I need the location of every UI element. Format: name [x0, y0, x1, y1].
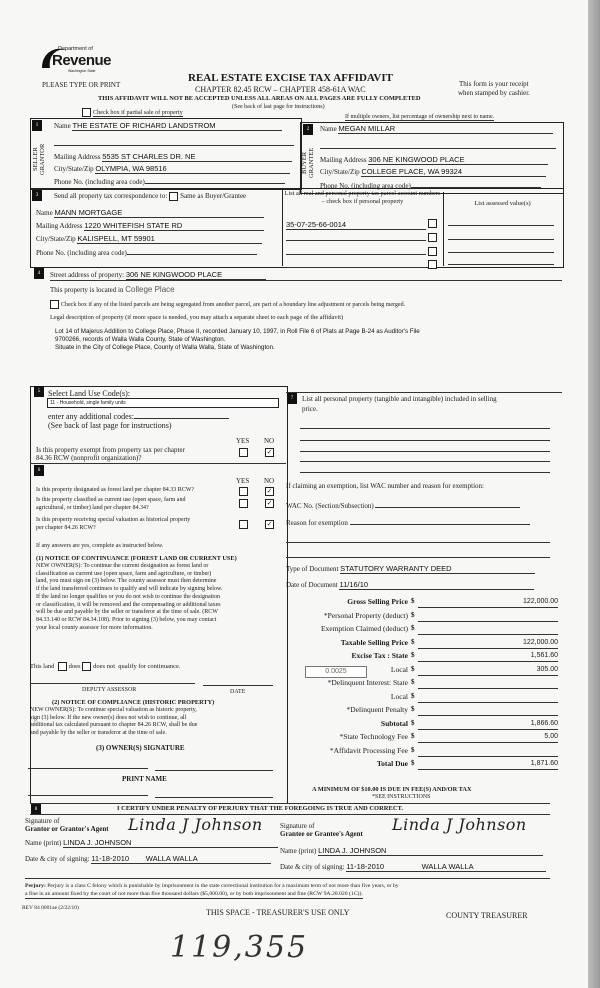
currency-symbol: $ [411, 610, 415, 619]
legal-description-line: Lot 14 of Majerus Addition to College Place, Phase II, recorded January 10, 1997, in Roll File 6 of Plats at Page B-24 as Auditor's File [55, 328, 420, 335]
owner-signature-line[interactable] [155, 770, 273, 771]
street-address-field[interactable]: 306 NE KINGWOOD PLACE [126, 270, 266, 280]
grantee-signature[interactable]: Linda J Johnson [392, 815, 527, 834]
logo-dept: Department of [58, 46, 93, 52]
personal-property-line[interactable] [300, 440, 550, 441]
notice-compliance-title: (2) NOTICE OF COMPLIANCE (HISTORIC PROPERTY) [52, 699, 215, 706]
buyer-name-label: Name [320, 125, 337, 133]
corr-address-label: Mailing Address [36, 222, 83, 230]
assessed-value-field[interactable] [448, 252, 554, 253]
reason-line[interactable] [286, 542, 550, 543]
reason-label: Reason for exemption [286, 519, 348, 527]
current-use-no-checkbox[interactable]: ✓ [266, 499, 273, 507]
deputy-assessor-label: DEPUTY ASSESSOR [82, 687, 137, 693]
amount-field[interactable]: 1,871.60 [418, 760, 558, 770]
corr-phone-label: Phone No. (including area code) [36, 249, 127, 257]
land-use-label: Select Land Use Code(s): [48, 389, 130, 398]
amount-field[interactable]: 5.00 [418, 733, 558, 743]
grantee-name-row [280, 846, 543, 856]
personal-property-line[interactable] [300, 428, 550, 429]
does-not-checkbox[interactable] [82, 662, 91, 671]
seller-name-line-2 [54, 145, 294, 146]
buyer-city-label: City/State/Zip [320, 168, 360, 176]
personal-property-checkbox[interactable] [428, 219, 437, 228]
no-header: NO [264, 477, 275, 485]
grantee-name-label: Name (print) [280, 847, 317, 855]
corr-city-row [36, 234, 262, 244]
additional-codes-field[interactable] [134, 410, 229, 419]
doc-type-row [286, 564, 535, 574]
if-yes-note: If any answers are yes, complete as instructed below. [36, 543, 164, 549]
same-as-buyer-checkbox[interactable] [169, 192, 178, 201]
grantor-name-field[interactable]: LINDA J. JOHNSON [63, 838, 278, 848]
section-number: 3 [32, 190, 42, 201]
deputy-signature-line[interactable] [30, 683, 195, 684]
reason-field[interactable] [350, 517, 530, 525]
form-warning: THIS AFFIDAVIT WILL NOT BE ACCEPTED UNLESS ALL AREAS ON ALL PAGES ARE FULLY COMPLETED [98, 95, 421, 102]
corr-address-row [36, 221, 264, 231]
located-city-field[interactable]: College Place [125, 285, 175, 294]
forest-yes-checkbox[interactable] [239, 487, 248, 496]
section-number: 7 [287, 393, 297, 404]
rule [25, 878, 550, 879]
personal-property-label: List all personal property (tangible and intangible) included in selling [302, 395, 497, 403]
amount-label: Subtotal [380, 718, 408, 728]
corr-name-label: Name [36, 209, 53, 217]
send-correspondence-label: Send all property tax correspondence to: [54, 192, 168, 201]
parcel-number-field[interactable] [286, 259, 426, 268]
buyer-city-row [320, 167, 546, 177]
seller-address-label: Mailing Address [54, 153, 101, 161]
exempt-question: Is this property exempt from property tax per chapter [36, 446, 185, 454]
amount-field[interactable] [418, 679, 558, 689]
buyer-name-line-2 [320, 148, 556, 149]
currency-symbol: $ [411, 718, 415, 727]
section-number: 5 [34, 386, 44, 397]
grantor-date-field[interactable]: 11-18-2010 [91, 854, 130, 863]
segregated-row [50, 300, 405, 309]
grantor-date-label: Date & city of signing: [25, 855, 90, 863]
historic-question-2: per chapter 84.26 RCW? [36, 525, 96, 531]
corr-name-row [36, 208, 264, 218]
seller-name-field[interactable]: THE ESTATE OF RICHARD LANDSTROM [72, 121, 282, 131]
grantor-name-label: Name (print) [25, 839, 62, 847]
section-number: 4 [34, 268, 44, 279]
segregated-checkbox[interactable] [50, 300, 59, 309]
exempt-no-checkbox[interactable]: ✓ [266, 448, 273, 456]
buyer-phone-label: Phone No. (including area code) [320, 182, 411, 190]
parcel-row [286, 255, 439, 273]
street-row [50, 270, 266, 280]
section-number: 6 [34, 465, 44, 476]
assessed-header: List assessed value(s) [474, 200, 531, 207]
amount-label: Local [390, 691, 408, 701]
grantee-date-label: Date & city of signing: [280, 863, 345, 871]
seller-address-field[interactable]: 5535 ST CHARLES DR. NE [102, 152, 292, 162]
local-rate-field[interactable]: 0.0025 [305, 666, 367, 678]
minimum-due-note: A MINIMUM OF $10.00 IS DUE IN FEE(S) AND/OR TAX [312, 786, 472, 793]
please-type-label: PLEASE TYPE OR PRINT [42, 81, 121, 89]
amount-field[interactable] [418, 747, 558, 757]
corr-phone-row [36, 247, 257, 257]
personal-property-checkbox[interactable] [428, 260, 437, 269]
seller-city-label: City/State/Zip [54, 165, 94, 173]
qualify-label: qualify for continuance. [118, 662, 181, 670]
section8-top-rule [30, 803, 550, 804]
certify-statement: I CERTIFY UNDER PENALTY OF PERJURY THAT THE FOREGOING IS TRUE AND CORRECT. [117, 805, 404, 812]
receipt-note-1: This form is your receipt [459, 80, 529, 88]
print-name-line[interactable] [155, 797, 273, 798]
currency-symbol: $ [411, 678, 415, 686]
rule [50, 280, 562, 281]
buyer-address-field[interactable]: 306 NE KINGWOOD PLACE [368, 155, 548, 165]
amount-label: Local [390, 664, 408, 674]
seller-address-row [54, 152, 292, 162]
reason-row [286, 517, 530, 527]
current-use-question-2: agricultural, or timber) land per chapter 84.34? [36, 505, 149, 511]
owner-signature-label: (3) OWNER(S) SIGNATURE [96, 744, 185, 752]
doc-type-field[interactable]: STATUTORY WARRANTY DEED [340, 564, 535, 574]
grantee-signature-label: Signature of [280, 822, 315, 830]
deputy-date-line[interactable] [203, 685, 273, 686]
parcel-number-field[interactable] [286, 246, 426, 255]
seller-phone-row [54, 176, 285, 186]
buyer-phone-field[interactable] [411, 180, 541, 188]
currency-symbol: $ [411, 651, 415, 659]
historic-yes-checkbox[interactable] [239, 520, 248, 529]
amount-label: *Delinquent Interest: State [327, 678, 408, 687]
buyer-name-row [320, 124, 553, 134]
grantee-city-field[interactable]: WALLA WALLA [421, 862, 474, 871]
currency-symbol: $ [411, 691, 415, 700]
seller-side-label: SELLER GRANTOR [32, 143, 46, 175]
amount-field[interactable]: 1,866.60 [418, 720, 558, 730]
amount-label: *Affidavit Processing Fee [329, 745, 408, 755]
currency-symbol: $ [411, 664, 415, 673]
scan-edge-shadow [588, 0, 600, 988]
corr-city-label: City/State/Zip [36, 235, 76, 243]
amount-label: Total Due [376, 759, 408, 768]
land-use-see-back: (See back of last page for instructions) [48, 421, 172, 430]
wac-row [286, 500, 520, 510]
perjury-notice: Perjury: Perjury is a class C felony which is punishable by imprisonment in the state correctional institution for a maximum term of not more than five years, or by a fine in an amount fixed by the court of not more than five thousand dollars ($5,000.00), or by both imprisonment and fine (RCW 9A.20.020 (1C)). [25, 883, 399, 897]
grantor-signature-label-2: Grantor or Grantor's Agent [25, 825, 109, 833]
current-use-yes-checkbox[interactable] [239, 499, 248, 508]
section7-top-rule [286, 392, 562, 393]
amount-field[interactable]: 1,561.60 [418, 652, 558, 662]
seller-name-label: Name [54, 122, 71, 130]
street-label: Street address of property: [50, 271, 125, 279]
currency-symbol: $ [411, 624, 415, 632]
treasurer-space-label: THIS SPACE - TREASURER'S USE ONLY [206, 908, 350, 917]
corr-address-field[interactable]: 1220 WHITEFISH STATE RD [84, 221, 264, 231]
buyer-address-row [320, 155, 548, 165]
located-row [50, 285, 175, 294]
amount-label: Taxable Selling Price [340, 637, 408, 647]
additional-codes-label: enter any additional codes: [48, 412, 134, 421]
assessed-value-field[interactable] [448, 239, 554, 240]
yes-header: YES [236, 437, 250, 445]
section-number: 8 [31, 804, 41, 815]
grantor-signature[interactable]: Linda J Johnson [128, 815, 263, 834]
amount-label: *Personal Property (deduct) [323, 610, 408, 620]
parcel-number-field[interactable] [286, 232, 426, 241]
grantor-date-row [25, 854, 271, 864]
personal-property-label-2: price. [302, 405, 318, 413]
reason-line[interactable] [286, 557, 550, 558]
same-as-buyer-label: Same as Buyer/Grantee [180, 192, 247, 201]
personal-property-line[interactable] [300, 472, 550, 473]
current-use-question: Is this property classified as current use (open space, farm and [36, 497, 186, 503]
divider [443, 192, 444, 266]
currency-symbol: $ [411, 759, 415, 767]
assessed-value-field[interactable] [448, 264, 554, 265]
see-instructions-note: *SEE INSTRUCTIONS [372, 794, 431, 800]
receipt-note-2: when stamped by cashier. [458, 89, 530, 97]
buyer-side-label: BUYER GRANTEE [301, 147, 315, 179]
does-checkbox[interactable] [58, 662, 67, 671]
notice-compliance-text: NEW OWNER(S): To continue special valuation as historic property, sign (3) below. If the new owner(s) does not wish to continue, all additional tax calculated pursuant to chapter 84.26 RCW, shall be due and payable by the seller or transferor at the time of sale. [30, 707, 198, 736]
legal-description-line: Situate in the City of College Place, County of Walla Walla, State of Washington. [55, 344, 275, 351]
owner-signature-line[interactable] [28, 768, 148, 769]
seller-city-row [54, 164, 290, 174]
legal-description-line: 9700266, records of Walla Walla County, State of Washington. [55, 336, 226, 343]
buyer-address-label: Mailing Address [320, 156, 367, 164]
grantee-name-field[interactable]: LINDA J. JOHNSON [318, 846, 543, 856]
revenue-logo [40, 44, 112, 79]
county-treasurer-label: COUNTY TREASURER [446, 911, 528, 920]
section-number: 2 [303, 124, 313, 135]
form-revision: REV 84 0001ae (2/22/10) [22, 905, 79, 911]
amount-label: Excise Tax : State [351, 651, 408, 660]
exempt-question-2: 84.36 RCW (nonprofit organization)? [36, 454, 142, 462]
logo-state: Washington State [68, 69, 96, 73]
legal-description-label: Legal description of property (if more space is needed, you may attach a separate sheet to each page of the affidavit) [50, 314, 344, 321]
logo-name: Revenue [52, 52, 112, 69]
amount-field[interactable] [418, 612, 558, 622]
buyer-name-field[interactable]: MEGAN MILLAR [338, 124, 553, 134]
currency-symbol: $ [411, 637, 415, 646]
doc-date-row [286, 580, 534, 590]
wac-label: WAC No. (Section/Subsection) [286, 502, 374, 510]
grantee-signature-label-2: Grantee or Grantee's Agent [280, 830, 363, 838]
seller-name-row [54, 121, 282, 131]
deputy-date-label: DATE [230, 689, 246, 695]
historic-no-checkbox[interactable]: ✓ [266, 520, 273, 528]
currency-symbol: $ [411, 745, 415, 754]
exemption-label: If claiming an exemption, list WAC number and reason for exemption: [286, 482, 484, 490]
divider [30, 463, 286, 464]
assessed-value-field[interactable] [448, 225, 554, 226]
currency-symbol: $ [411, 597, 415, 605]
print-name-label: PRINT NAME [122, 775, 167, 783]
forest-land-question: Is this property designated as forest land per chapter 84.33 RCW? [36, 487, 195, 493]
form-chapter: CHAPTER 82.45 RCW – CHAPTER 458-61A WAC [195, 85, 366, 94]
seller-phone-field[interactable] [145, 176, 285, 184]
partial-sale-label: Check box if partial sale of property [93, 108, 183, 116]
forest-no-checkbox[interactable]: ✓ [266, 487, 273, 495]
notice-continuance-title: (1) NOTICE OF CONTINUANCE (FOREST LAND OR CURRENT USE) [36, 555, 237, 562]
this-land-label: This land [30, 662, 55, 670]
divider [282, 188, 283, 266]
personal-property-line[interactable] [300, 461, 550, 462]
amount-field[interactable] [418, 693, 558, 703]
segregated-label: Check box if any of the listed parcels are being segregated from another parcel, are part of a boundary line adjustment or parcels being merged. [61, 301, 406, 308]
wac-field[interactable] [375, 500, 520, 508]
located-label: This property is located in [50, 286, 124, 294]
amount-field[interactable] [418, 625, 558, 635]
see-back-note: (See back of last page for instructions) [232, 104, 325, 110]
grantor-signature-label: Signature of [25, 817, 60, 825]
multiple-owners-note: If multiple owners, list percentage of ownership next to name. [345, 114, 495, 120]
notice-continuance-text: NEW OWNER(S): To continue the current designation as forest land or classification as current use (open space, farm and agriculture, or timber) land, you must sign on (3) below. The county assessor must then determine if the land transferred continues to qualify and will indicate by signing below. If the land no longer qualifies or you do not wish to continue the designation or classification, it will be removed and the compensating or additional taxes will be due and payable by the seller or transferor at the time of sale. (RCW 84.33.140 or RCW 84.34.108). Prior to signing (3) below, you may contact your local county assessor for more information. [36, 563, 223, 631]
personal-property-checkbox[interactable] [428, 233, 437, 242]
corr-name-field[interactable]: MANN MORTGAGE [54, 208, 264, 218]
amount-label: Exemption Claimed (deduct) [320, 624, 408, 633]
personal-property-line[interactable] [300, 451, 550, 452]
amount-field[interactable]: 122,000.00 [418, 639, 558, 649]
partial-sale-checkbox-row[interactable] [82, 108, 183, 117]
historic-question: Is this property receiving special valuation as historical property [36, 517, 191, 523]
grantee-date-row [280, 862, 546, 872]
grantee-date-field[interactable]: 11-18-2010 [346, 862, 385, 871]
doc-type-label: Type of Document [286, 565, 339, 573]
amount-label: *State Technology Fee [339, 732, 408, 741]
amount-field[interactable] [418, 706, 558, 716]
no-header: NO [264, 437, 275, 445]
corr-city-field[interactable]: KALISPELL, MT 59901 [77, 234, 262, 244]
doc-date-field[interactable]: 11/16/10 [339, 580, 534, 590]
buyer-city-field[interactable]: COLLEGE PLACE, WA 99324 [361, 167, 546, 177]
exempt-yes-checkbox[interactable] [239, 448, 248, 457]
currency-symbol: $ [411, 732, 415, 740]
land-use-select[interactable]: 11 - Household, single family units [47, 398, 279, 408]
amount-field[interactable]: 122,000.00 [418, 598, 558, 608]
correspondence-row [54, 192, 246, 201]
additional-codes-row [48, 410, 229, 421]
partial-sale-checkbox[interactable] [82, 108, 91, 117]
parcel-header: List all real and personal property tax parcel account numbers – check box if personal property [284, 190, 441, 205]
corr-phone-field[interactable] [127, 247, 257, 255]
grantor-name-row [25, 838, 278, 848]
handwritten-recording-number: 119,355 [170, 930, 309, 965]
yes-header: YES [236, 477, 250, 485]
currency-symbol: $ [411, 705, 415, 713]
parcel-number-field[interactable]: 35-07-25-66-0014 [286, 220, 426, 230]
amount-field[interactable]: 305.00 [418, 666, 558, 676]
amount-label: *Delinquent Penalty [346, 705, 408, 714]
amount-label: Gross Selling Price [347, 597, 408, 606]
seller-city-field[interactable]: OLYMPIA, WA 98516 [95, 164, 290, 174]
section-number: 1 [32, 120, 42, 131]
does-not-label: does not [93, 662, 116, 670]
grantor-city-field[interactable]: WALLA WALLA [145, 854, 198, 863]
doc-date-label: Date of Document [286, 581, 338, 589]
form-title: REAL ESTATE EXCISE TAX AFFIDAVIT [188, 72, 393, 84]
seller-phone-label: Phone No. (including area code) [54, 178, 145, 186]
continuance-row [30, 662, 181, 671]
does-label: does [68, 662, 81, 670]
print-name-line[interactable] [28, 795, 148, 796]
